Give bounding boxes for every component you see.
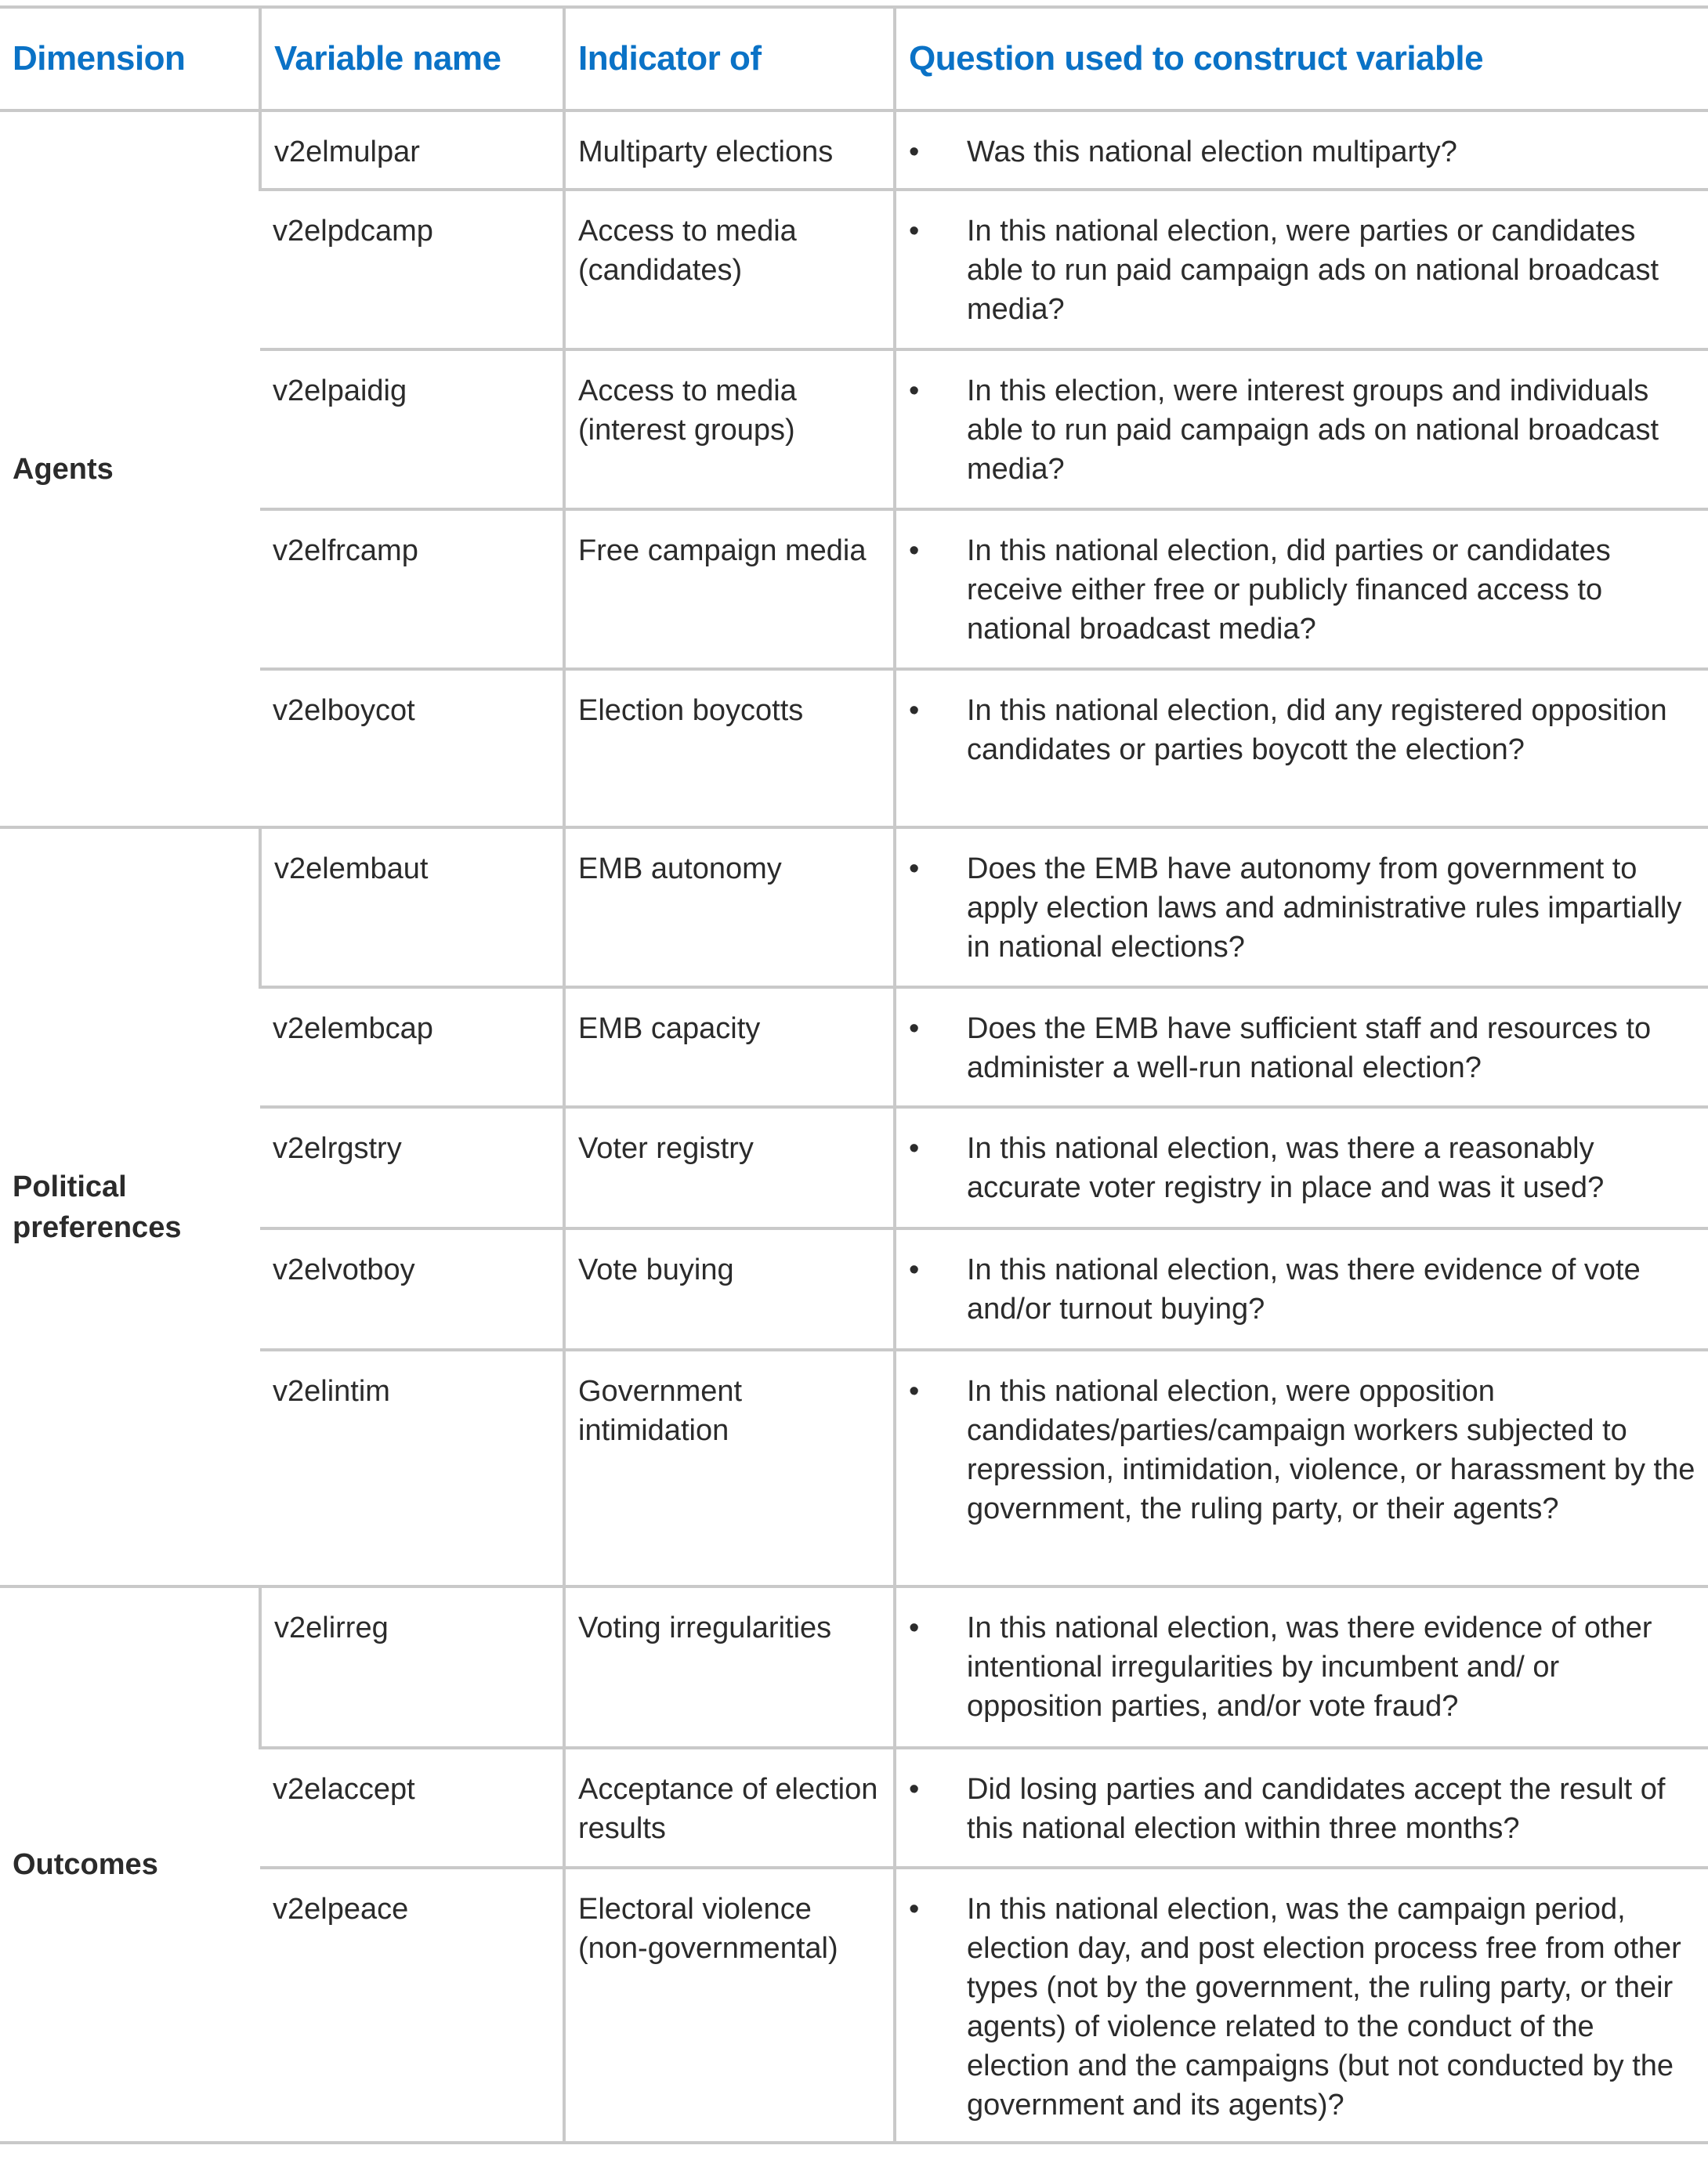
question-text: In this national election, was there evidence of vote and/or turnout buying? — [967, 1254, 1641, 1326]
question-text: In this national election, were parties or candidates able to run paid campaign ads on national broadcast media? — [967, 215, 1659, 326]
question-text: In this national election, were opposition candidates/parties/campaign workers subjected to repression, intimidation, violence, or harassment by the government, the ruling party, or their agents? — [967, 1375, 1695, 1525]
variable-name-cell: v2elpdcamp — [260, 190, 564, 349]
question-cell — [895, 1107, 1708, 1228]
variable-name-cell: v2elaccept — [260, 1748, 564, 1868]
question-cell — [895, 827, 1708, 987]
question-cell — [895, 1748, 1708, 1868]
bullet-icon: • — [909, 215, 920, 248]
question-item — [896, 531, 1699, 649]
bullet-icon: • — [909, 1893, 920, 1926]
variable-name-cell: v2elmulpar — [260, 110, 564, 190]
bullet-icon: • — [909, 534, 920, 567]
question-item — [896, 1608, 1699, 1726]
indicator-cell: Acceptance of election results — [564, 1748, 895, 1868]
bullet-icon: • — [909, 1375, 920, 1408]
question-item — [896, 1372, 1699, 1528]
indicator-cell: Voting irregularities — [564, 1586, 895, 1748]
dimension-cell: Agents — [0, 110, 260, 827]
variable-name-cell: v2elvotboy — [260, 1228, 564, 1350]
variables-table — [0, 5, 1708, 2144]
bullet-icon: • — [909, 1612, 920, 1644]
bullet-icon: • — [909, 1254, 920, 1286]
indicator-cell: Multiparty elections — [564, 110, 895, 190]
question-cell — [895, 110, 1708, 190]
indicator-cell: Voter registry — [564, 1107, 895, 1228]
question-text: In this election, were interest groups and individuals able to run paid campaign ads on national broadcast media? — [967, 374, 1659, 486]
bullet-icon: • — [909, 1773, 920, 1806]
dimension-cell: Political preferences — [0, 827, 260, 1586]
bullet-icon: • — [909, 852, 920, 885]
variable-name-cell: v2elembcap — [260, 987, 564, 1107]
question-text: In this national election, was there evidence of other intentional irregularities by incumbent and/ or opposition parties, and/or vote fraud? — [967, 1612, 1652, 1723]
question-text: In this national election, was there a reasonably accurate voter registry in place and was it used? — [967, 1132, 1605, 1204]
question-item — [896, 1890, 1699, 2125]
question-cell — [895, 987, 1708, 1107]
variable-name-cell: v2elintim — [260, 1350, 564, 1586]
question-text: In this national election, did parties or candidates receive either free or publicly financed access to national broadcast media? — [967, 534, 1611, 646]
table-row — [0, 827, 1708, 987]
question-cell — [895, 1586, 1708, 1748]
question-cell — [895, 1228, 1708, 1350]
question-text: Does the EMB have autonomy from government to apply election laws and administrative rules impartially in national elections? — [967, 852, 1682, 964]
indicator-cell: Government intimidation — [564, 1350, 895, 1586]
question-text: Did losing parties and candidates accept the result of this national election within three months? — [967, 1773, 1666, 1845]
question-item — [896, 1009, 1699, 1087]
question-item — [896, 371, 1699, 489]
indicator-cell: Free campaign media — [564, 509, 895, 669]
question-item — [896, 1129, 1699, 1207]
question-text: Was this national election multiparty? — [967, 136, 1457, 168]
dimension-cell: Outcomes — [0, 1586, 260, 2143]
header-question: Question used to construct variable — [895, 7, 1708, 110]
bullet-icon: • — [909, 1012, 920, 1045]
indicator-cell: Access to media (interest groups) — [564, 349, 895, 509]
question-cell — [895, 509, 1708, 669]
question-item — [896, 1250, 1699, 1329]
variable-name-cell: v2elpaidig — [260, 349, 564, 509]
bullet-icon: • — [909, 694, 920, 727]
question-item — [896, 691, 1699, 769]
question-item — [896, 849, 1699, 967]
bullet-icon: • — [909, 136, 920, 168]
variable-name-cell: v2elfrcamp — [260, 509, 564, 669]
indicator-cell: EMB capacity — [564, 987, 895, 1107]
header-dimension: Dimension — [0, 7, 260, 110]
question-item — [896, 212, 1699, 329]
indicator-cell: Election boycotts — [564, 669, 895, 827]
variable-name-cell: v2elembaut — [260, 827, 564, 987]
header-indicator-of: Indicator of — [564, 7, 895, 110]
question-cell — [895, 349, 1708, 509]
question-item — [896, 132, 1699, 172]
indicator-cell: EMB autonomy — [564, 827, 895, 987]
header-variable-name: Variable name — [260, 7, 564, 110]
question-cell — [895, 190, 1708, 349]
variable-name-cell: v2elirreg — [260, 1586, 564, 1748]
question-text: In this national election, did any registered opposition candidates or parties boycott the election? — [967, 694, 1667, 766]
bullet-icon: • — [909, 374, 920, 407]
question-cell — [895, 669, 1708, 827]
header-row — [0, 7, 1708, 110]
question-cell — [895, 1868, 1708, 2143]
question-item — [896, 1770, 1699, 1848]
question-cell — [895, 1350, 1708, 1586]
question-text: Does the EMB have sufficient staff and resources to administer a well-run national election? — [967, 1012, 1652, 1084]
table-row — [0, 1586, 1708, 1748]
variable-name-cell: v2elboycot — [260, 669, 564, 827]
question-text: In this national election, was the campaign period, election day, and post election process free from other types (not by the government, the ruling party, or their agents) of violence related to the conduct of the election and the campaigns (but not conducted by the government and its agents)? — [967, 1893, 1681, 2122]
variable-name-cell: v2elrgstry — [260, 1107, 564, 1228]
indicator-cell: Vote buying — [564, 1228, 895, 1350]
indicator-cell: Access to media (candidates) — [564, 190, 895, 349]
variable-name-cell: v2elpeace — [260, 1868, 564, 2143]
indicator-cell: Electoral violence (non-governmental) — [564, 1868, 895, 2143]
table-row — [0, 110, 1708, 190]
bullet-icon: • — [909, 1132, 920, 1165]
